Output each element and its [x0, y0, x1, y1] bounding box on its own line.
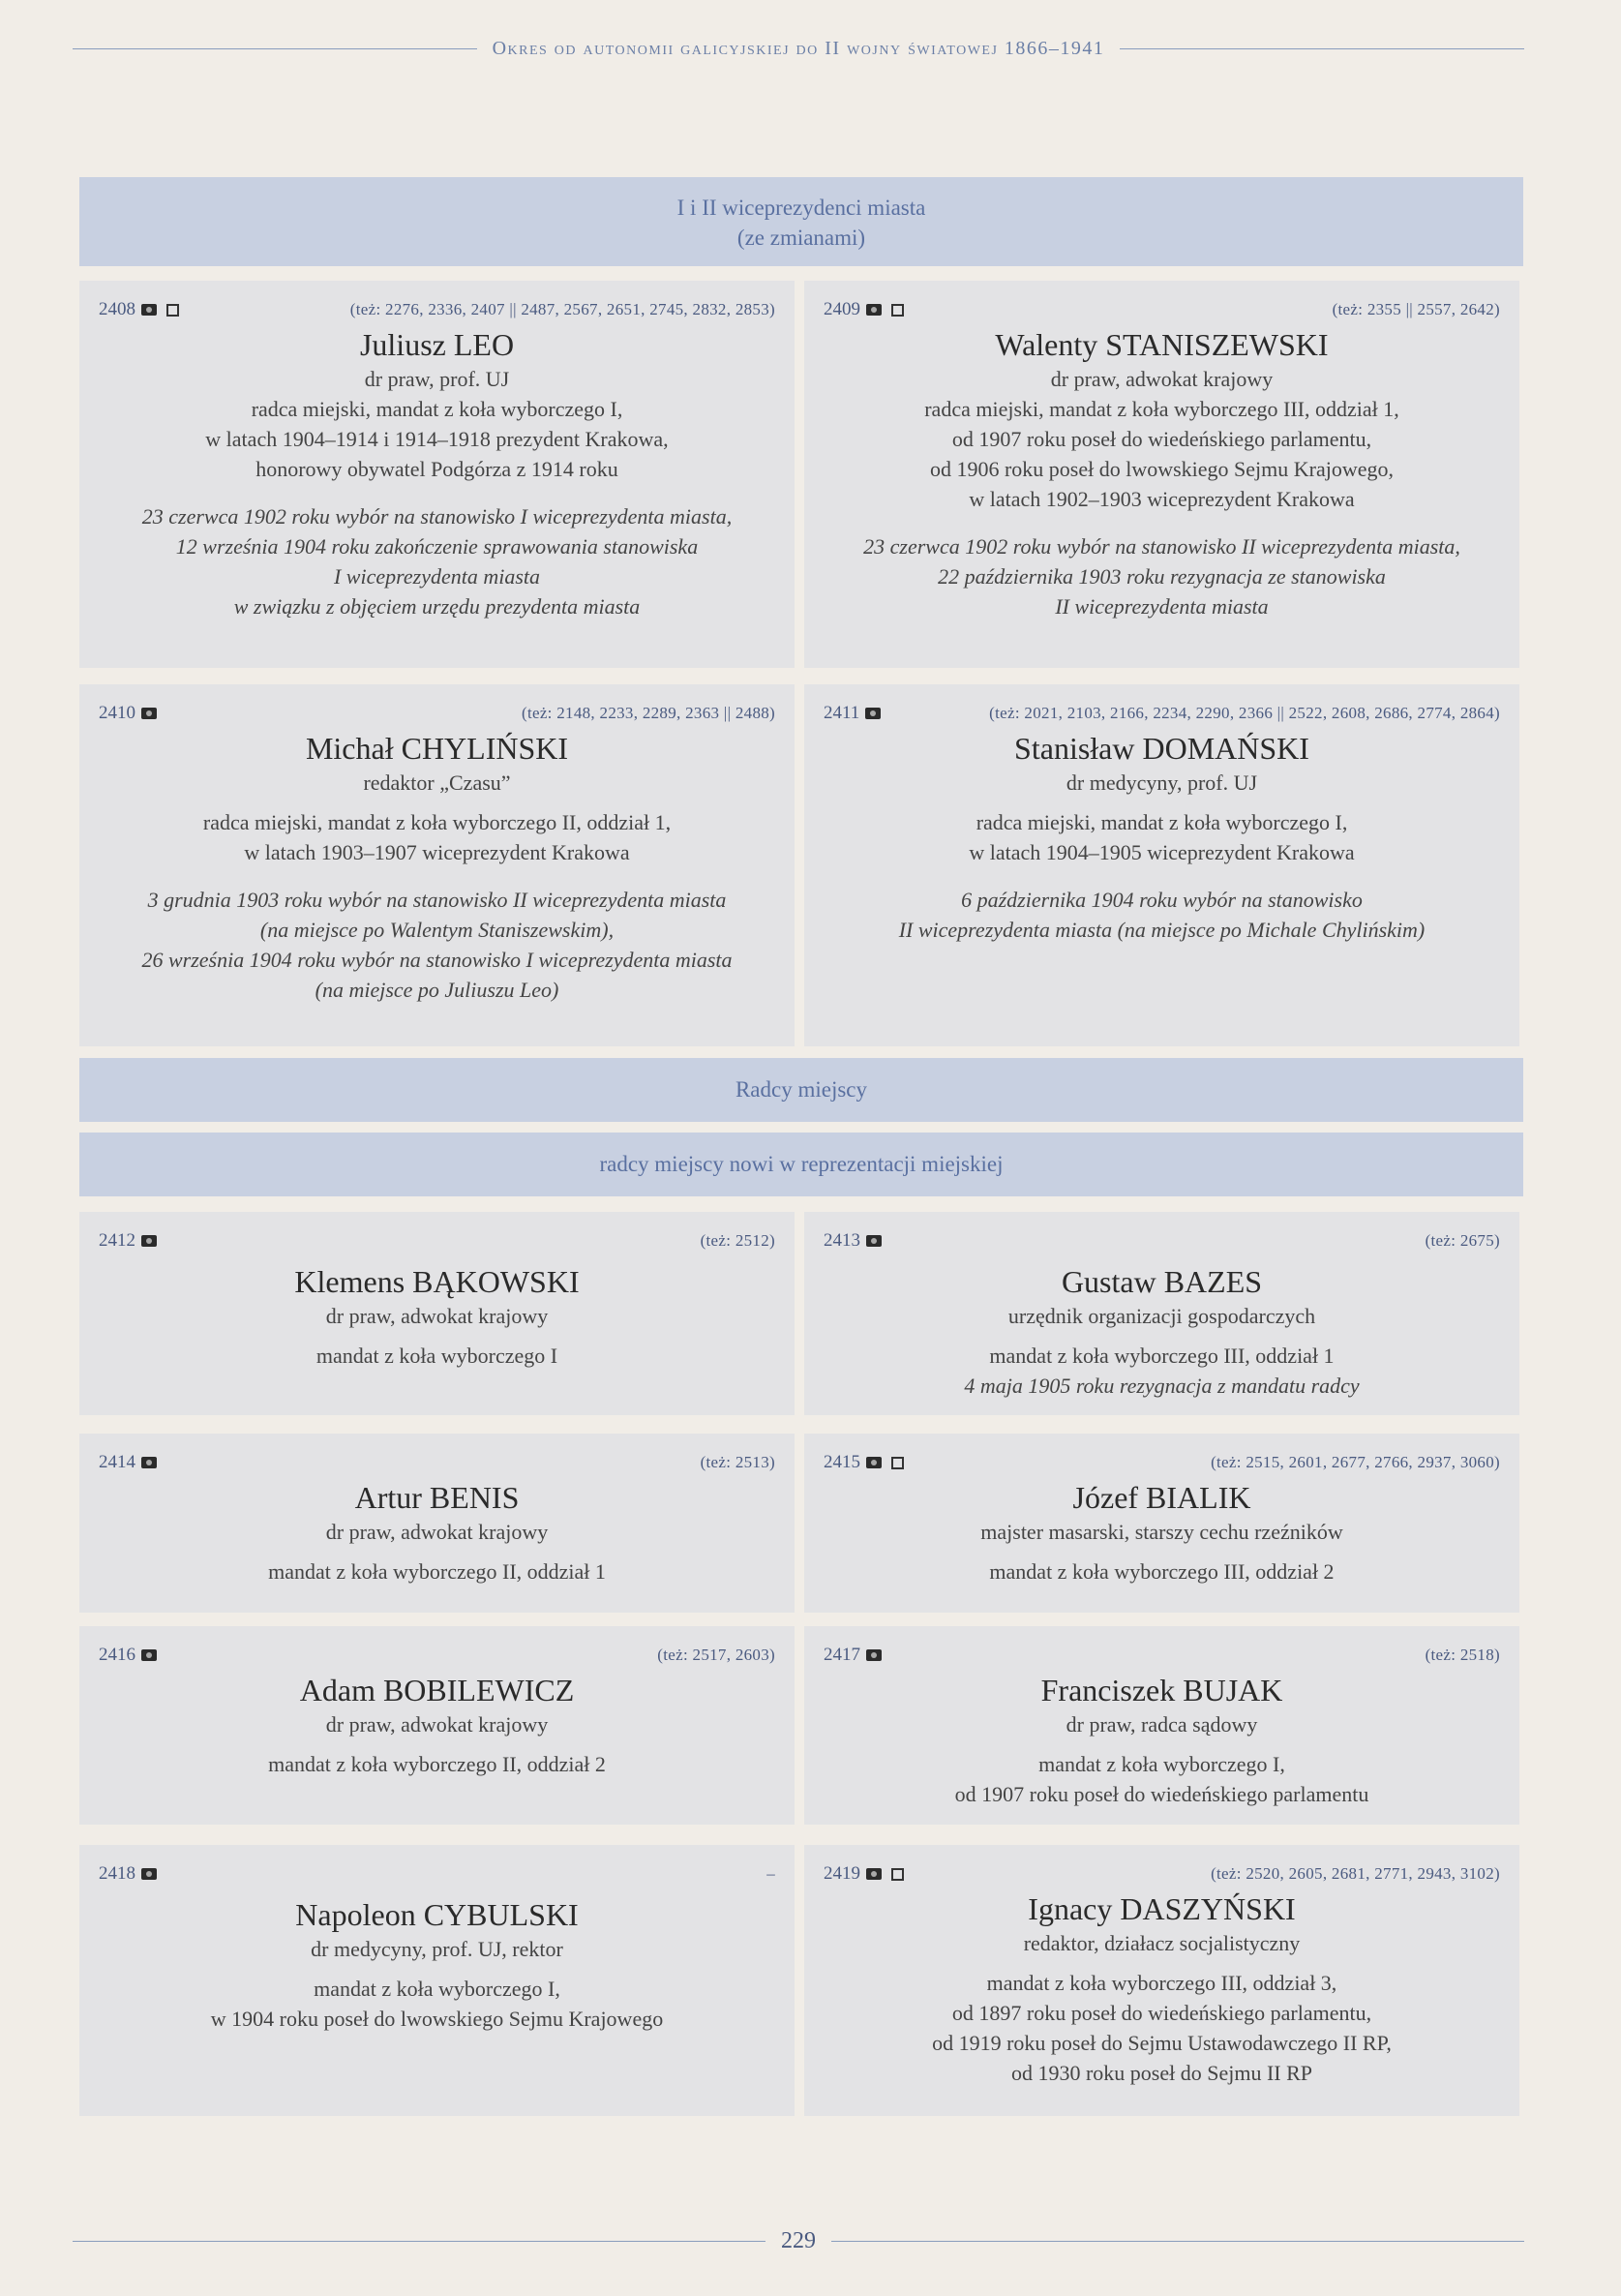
camera-icon	[141, 1868, 157, 1880]
person-name: Walenty STANISZEWSKI	[995, 327, 1329, 362]
detail-line: mandat z koła wyborczego III, oddział 3,	[986, 1971, 1337, 1995]
entry-header	[99, 1229, 775, 1253]
entry-card	[79, 1434, 795, 1613]
entry-number: 2412	[99, 1230, 135, 1251]
entry-references: (też: 2517, 2603)	[657, 1646, 775, 1664]
person-name: Klemens BĄKOWSKI	[294, 1264, 580, 1299]
entry-references: –	[766, 1864, 775, 1883]
subsection-header-new-councillors	[79, 1133, 1523, 1196]
entry-id	[99, 1230, 157, 1252]
entry-header	[824, 1862, 1500, 1886]
detail-line: od 1897 roku poseł do wiedeńskiego parlamentu,	[951, 2001, 1372, 2025]
entry-card	[804, 684, 1519, 1046]
event-line: 26 września 1904 roku wybór na stanowisko I wiceprezydenta miasta	[141, 948, 733, 972]
entry-references: (też: 2512)	[700, 1231, 775, 1250]
entry-number: 2417	[824, 1645, 860, 1665]
person-degree: dr praw, prof. UJ	[364, 367, 510, 391]
person-degree: urzędnik organizacji gospodarczych	[1007, 1304, 1316, 1328]
camera-icon	[141, 1235, 157, 1247]
detail-line: w latach 1904–1914 i 1914–1918 prezydent Krakowa,	[205, 427, 669, 451]
entry-card	[79, 281, 795, 668]
event-line: I wiceprezydenta miasta	[333, 564, 541, 589]
subsection-title: radcy miejscy nowi w reprezentacji miejskiej	[599, 1152, 1004, 1176]
detail-line: od 1919 roku poseł do Sejmu Ustawodawczego II RP,	[932, 2031, 1392, 2055]
camera-icon	[866, 1649, 882, 1661]
detail-line: mandat z koła wyborczego I,	[314, 1977, 560, 2001]
detail-line: mandat z koła wyborczego I,	[1038, 1752, 1285, 1776]
detail-line: od 1907 roku poseł do wiedeńskiego parlamentu,	[951, 427, 1372, 451]
entry-number: 2409	[824, 299, 860, 319]
detail-line: mandat z koła wyborczego II, oddział 2	[268, 1752, 606, 1776]
person-name: Gustaw BAZES	[1061, 1264, 1263, 1299]
entry-references: (też: 2276, 2336, 2407 || 2487, 2567, 2651, 2745, 2832, 2853)	[349, 300, 775, 318]
camera-icon	[865, 708, 881, 719]
person-name: Józef BIALIK	[1072, 1480, 1251, 1515]
event-line: 6 października 1904 roku wybór na stanowisko	[961, 888, 1363, 912]
entry-id	[99, 299, 179, 320]
event-line: 23 czerwca 1902 roku wybór na stanowisko II wiceprezydenta miasta,	[863, 534, 1460, 559]
entry-id	[824, 703, 881, 724]
detail-line: mandat z koła wyborczego III, oddział 2	[989, 1559, 1335, 1584]
section-title: I i II wiceprezydenci miasta	[676, 196, 926, 220]
entry-number: 2415	[824, 1452, 860, 1472]
camera-icon	[866, 304, 882, 316]
detail-line: radca miejski, mandat z koła wyborczego II, oddział 1,	[202, 810, 672, 834]
person-name: Ignacy DASZYŃSKI	[1028, 1891, 1296, 1926]
camera-icon	[141, 304, 157, 316]
entry-header	[824, 298, 1500, 321]
entry-number: 2419	[824, 1863, 860, 1884]
entry-header	[99, 1451, 775, 1474]
entry-card	[79, 684, 795, 1046]
checkbox-icon	[891, 304, 904, 317]
entry-card	[804, 1434, 1519, 1613]
entry-number: 2413	[824, 1230, 860, 1251]
person-degree: dr praw, adwokat krajowy	[325, 1520, 549, 1544]
detail-line: od 1907 roku poseł do wiedeńskiego parlamentu	[954, 1782, 1369, 1806]
entry-card	[804, 1845, 1519, 2116]
section-header-councillors	[79, 1058, 1523, 1122]
entry-references: (też: 2148, 2233, 2289, 2363 || 2488)	[521, 704, 775, 722]
entry-card	[804, 1212, 1519, 1415]
entry-references: (też: 2515, 2601, 2677, 2766, 2937, 3060)	[1211, 1453, 1500, 1471]
person-name: Artur BENIS	[354, 1480, 520, 1515]
event-line: 12 września 1904 roku zakończenie sprawowania stanowiska	[175, 534, 699, 559]
entry-header	[824, 702, 1500, 725]
entry-card	[79, 1626, 795, 1825]
detail-line: radca miejski, mandat z koła wyborczego I,	[251, 397, 623, 421]
person-name: Napoleon CYBULSKI	[295, 1897, 579, 1932]
person-degree: redaktor „Czasu”	[363, 770, 511, 795]
entry-header	[99, 1644, 775, 1667]
event-line: II wiceprezydenta miasta	[1055, 594, 1269, 619]
camera-icon	[141, 1457, 157, 1468]
detail-line: mandat z koła wyborczego III, oddział 1	[989, 1344, 1335, 1368]
entry-header	[824, 1451, 1500, 1474]
entry-header	[99, 298, 775, 321]
checkbox-icon	[166, 304, 179, 317]
entry-header	[99, 702, 775, 725]
camera-icon	[866, 1235, 882, 1247]
entry-number: 2414	[99, 1452, 135, 1472]
entry-number: 2410	[99, 703, 135, 723]
person-degree: dr praw, adwokat krajowy	[325, 1712, 549, 1737]
entry-references: (też: 2518)	[1425, 1646, 1500, 1664]
checkbox-icon	[891, 1457, 904, 1469]
page-footer	[73, 2226, 1524, 2255]
entry-number: 2408	[99, 299, 135, 319]
entry-id	[99, 1645, 157, 1666]
entry-card	[79, 1845, 795, 2116]
detail-line: w latach 1902–1903 wiceprezydent Krakowa	[969, 487, 1355, 511]
person-degree: majster masarski, starszy cechu rzeźników	[980, 1520, 1343, 1544]
entry-number: 2411	[824, 703, 860, 723]
event-line: (na miejsce po Walentym Staniszewskim),	[259, 918, 615, 942]
entry-id	[99, 703, 157, 724]
person-degree: dr praw, adwokat krajowy	[1050, 367, 1274, 391]
running-head	[73, 29, 1524, 68]
event-line: 3 grudnia 1903 roku wybór na stanowisko II wiceprezydenta miasta	[147, 888, 727, 912]
divider	[73, 2241, 765, 2242]
entry-card	[804, 281, 1519, 668]
section-title: Radcy miejscy	[735, 1077, 868, 1102]
detail-line: w latach 1904–1905 wiceprezydent Krakowa	[969, 840, 1355, 864]
detail-line: radca miejski, mandat z koła wyborczego I,	[976, 810, 1348, 834]
entry-references: (też: 2513)	[700, 1453, 775, 1471]
running-head-text: Okres od autonomii galicyjskiej do II wojny światowej 1866–1941	[492, 37, 1105, 59]
checkbox-icon	[891, 1868, 904, 1881]
section-subtitle: (ze zmianami)	[736, 226, 866, 250]
person-degree: dr medycyny, prof. UJ, rektor	[311, 1937, 563, 1961]
camera-icon	[141, 1649, 157, 1661]
entry-references: (też: 2021, 2103, 2166, 2234, 2290, 2366 || 2522, 2608, 2686, 2774, 2864)	[989, 704, 1500, 722]
camera-icon	[866, 1457, 882, 1468]
person-degree: dr medycyny, prof. UJ	[1066, 770, 1258, 795]
camera-icon	[141, 708, 157, 719]
page-number: 229	[781, 2227, 816, 2253]
detail-line: w 1904 roku poseł do lwowskiego Sejmu Krajowego	[210, 2007, 664, 2031]
person-degree: dr praw, radca sądowy	[1066, 1712, 1258, 1737]
entry-references: (też: 2355 || 2557, 2642)	[1332, 300, 1500, 318]
event-line: 4 maja 1905 roku rezygnacja z mandatu radcy	[964, 1374, 1360, 1398]
detail-line: od 1930 roku poseł do Sejmu II RP	[1010, 2061, 1313, 2085]
divider	[73, 48, 477, 49]
event-line: 23 czerwca 1902 roku wybór na stanowisko I wiceprezydenta miasta,	[141, 504, 733, 529]
entry-id	[99, 1452, 157, 1473]
entry-references: (też: 2675)	[1425, 1231, 1500, 1250]
person-name: Michał CHYLIŃSKI	[305, 731, 569, 766]
divider	[1120, 48, 1524, 49]
entry-header	[99, 1862, 775, 1886]
detail-line: honorowy obywatel Podgórza z 1914 roku	[255, 457, 618, 481]
entry-card	[804, 1626, 1519, 1825]
entry-id	[824, 1863, 904, 1885]
detail-line: od 1906 roku poseł do lwowskiego Sejmu Krajowego,	[929, 457, 1395, 481]
event-line: II wiceprezydenta miasta (na miejsce po Michale Chylińskim)	[898, 918, 1426, 942]
entry-number: 2416	[99, 1645, 135, 1665]
person-name: Franciszek BUJAK	[1040, 1673, 1283, 1707]
event-line: w związku z objęciem urzędu prezydenta miasta	[233, 594, 641, 619]
entry-card	[79, 1212, 795, 1415]
event-line: (na miejsce po Juliuszu Leo)	[315, 978, 559, 1002]
entry-references: (też: 2520, 2605, 2681, 2771, 2943, 3102)	[1211, 1864, 1500, 1883]
entry-id	[824, 1230, 882, 1252]
entry-header	[824, 1644, 1500, 1667]
entry-id	[99, 1863, 157, 1885]
person-degree: redaktor, działacz socjalistyczny	[1023, 1931, 1301, 1955]
detail-line: mandat z koła wyborczego II, oddział 1	[268, 1559, 606, 1584]
entry-id	[824, 1452, 904, 1473]
entry-header	[824, 1229, 1500, 1253]
entry-number: 2418	[99, 1863, 135, 1884]
detail-line: w latach 1903–1907 wiceprezydent Krakowa	[244, 840, 630, 864]
person-name: Juliusz LEO	[359, 327, 515, 362]
divider	[831, 2241, 1524, 2242]
entry-id	[824, 1645, 882, 1666]
section-header-vice-presidents	[79, 177, 1523, 266]
camera-icon	[866, 1868, 882, 1880]
person-name: Stanisław DOMAŃSKI	[1014, 731, 1309, 766]
person-name: Adam BOBILEWICZ	[299, 1673, 575, 1707]
detail-line: mandat z koła wyborczego I	[315, 1344, 558, 1368]
detail-line: radca miejski, mandat z koła wyborczego III, oddział 1,	[924, 397, 1399, 421]
person-degree: dr praw, adwokat krajowy	[325, 1304, 549, 1328]
entry-id	[824, 299, 904, 320]
event-line: 22 października 1903 roku rezygnacja ze stanowiska	[938, 564, 1386, 589]
